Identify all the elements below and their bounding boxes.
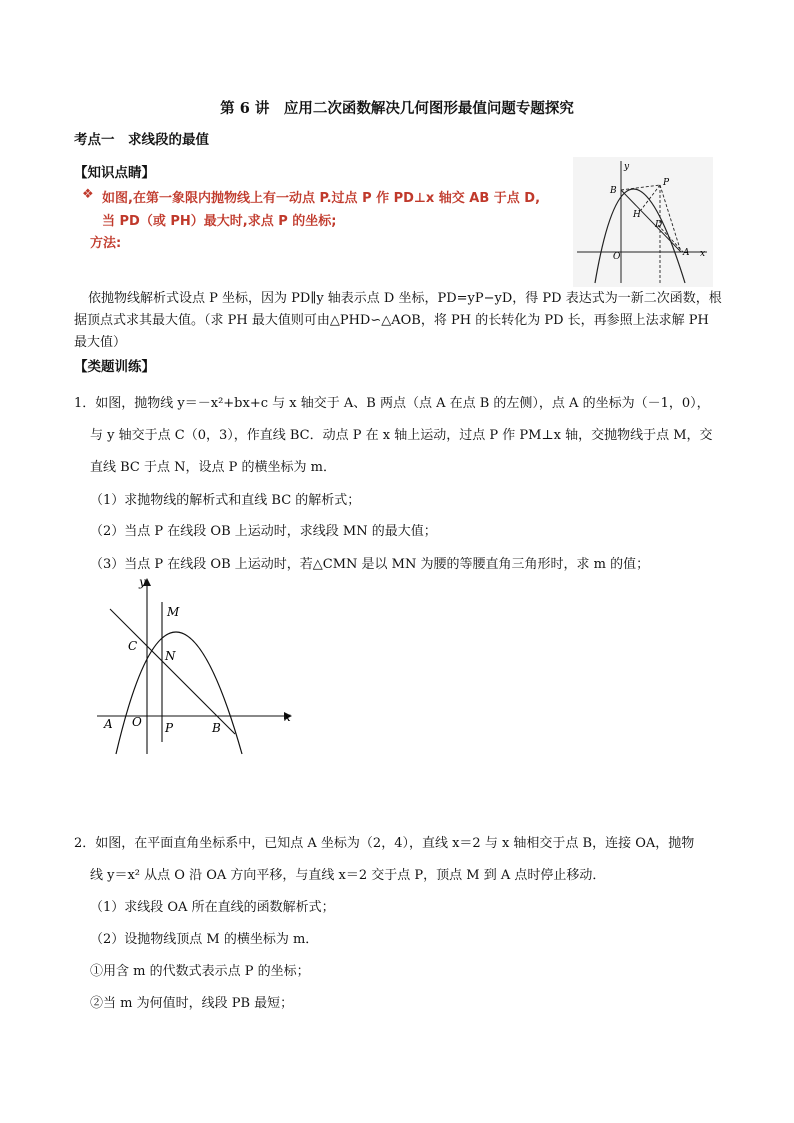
label-d: D (655, 220, 663, 230)
label-o: O (132, 715, 142, 729)
label-a: A (683, 248, 690, 258)
practice-header: 【类题训练】 (74, 359, 155, 375)
label-p: P (663, 178, 670, 188)
knowledge-line-1: 如图,在第一象限内抛物线上有一动点 P.过点 P 作 PD⊥x 轴交 AB 于点 D, (102, 191, 541, 206)
q1-sub-2: （2）当点 P 在线段 OB 上运动时，求线段 MN 的最大值； (90, 524, 437, 539)
q2-sub-4: ②当 m 为何值时，线段 PB 最短； (90, 996, 294, 1011)
knowledge-figure (573, 157, 713, 287)
q2-sub-1: （1）求线段 OA 所在直线的函数解析式； (90, 900, 335, 915)
label-h: H (633, 210, 641, 220)
label-a: A (104, 717, 113, 731)
q1-line-1: 1．如图，抛物线 y＝－x²+bx+c 与 x 轴交于 A、B 两点（点 A 在点 B 的左侧），点 A 的坐标为（－1，0）， (74, 396, 710, 411)
method-text: 依抛物线解析式设点 P 坐标，因为 PD∥y 轴表示点 D 坐标，PD=yP−yD，得 PD 表达式为一新二次函数，根据顶点式求其最大值。（求 PH 最大值则可由△PHD∽△AOB，将 PH 的长转化为 PD 长，再参照上法求解 PH 最大值） (74, 291, 722, 350)
label-x: x (284, 710, 291, 724)
label-b: B (610, 186, 617, 196)
q1-figure (92, 572, 302, 757)
label-o: O (613, 252, 621, 262)
label-c: C (128, 639, 138, 653)
q1-line-3: 直线 BC 于点 N，设点 P 的横坐标为 m． (90, 460, 336, 475)
q2-line-1: 2．如图，在平面直角坐标系中，已知点 A 坐标为（2，4），直线 x＝2 与 x 轴相交于点 B，连接 OA，抛物 (74, 836, 695, 851)
knowledge-line-2: 当 PD（或 PH）最大时,求点 P 的坐标; (102, 214, 337, 229)
knowledge-header: 【知识点睛】 (74, 165, 155, 181)
q2-sub-3: ①用含 m 的代数式表示点 P 的坐标； (90, 964, 310, 979)
label-m: M (167, 605, 180, 619)
q1-sub-3: （3）当点 P 在线段 OB 上运动时，若△CMN 是以 MN 为腰的等腰直角三角形时，求 m 的值； (90, 557, 650, 572)
label-y: y (624, 162, 630, 172)
section-heading: 考点一 求线段的最值 (74, 132, 209, 148)
figure-background (573, 157, 713, 287)
label-p: P (165, 721, 174, 735)
q1-sub-1: （1）求抛物线的解析式和直线 BC 的解析式； (90, 493, 361, 508)
q2-sub-2: （2）设抛物线顶点 M 的横坐标为 m． (90, 932, 319, 947)
bullet-icon: ❖ (82, 187, 94, 202)
label-x: x (700, 249, 706, 259)
label-n: N (165, 649, 176, 663)
label-b: B (212, 721, 221, 735)
label-y: y (139, 575, 146, 589)
line-bc (110, 609, 235, 734)
q2-line-2: 线 y＝x² 从点 O 沿 OA 方向平移，与直线 x＝2 交于点 P，顶点 M 到 A 点时停止移动． (90, 868, 606, 883)
method-label: 方法: (90, 236, 122, 251)
page-title: 第 6 讲 应用二次函数解决几何图形最值问题专题探究 (220, 100, 574, 117)
q1-line-2: 与 y 轴交于点 C（0，3），作直线 BC．动点 P 在 x 轴上运动，过点 P 作 PM⊥x 轴，交抛物线于点 M，交 (90, 428, 713, 443)
